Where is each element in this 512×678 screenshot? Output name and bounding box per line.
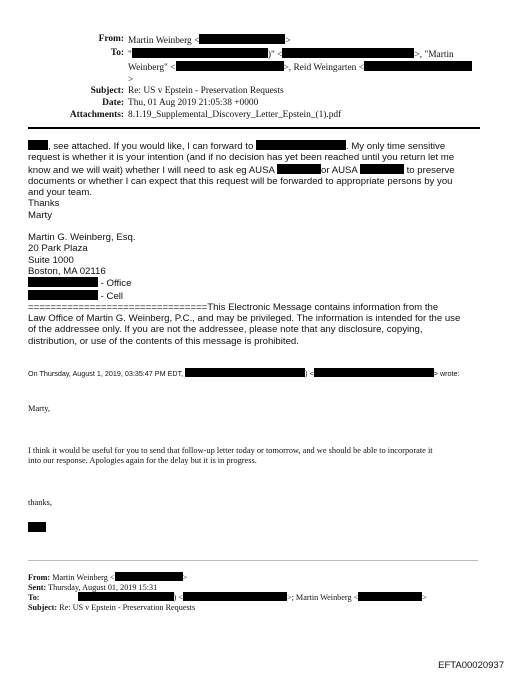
- date-value: Thu, 01 Aug 2019 21:05:38 +0000: [128, 97, 259, 108]
- fwd-sent-label: Sent:: [28, 582, 47, 592]
- header-divider: [28, 127, 480, 129]
- to-label: To:: [110, 47, 124, 58]
- thanks-text: Thanks: [28, 198, 60, 210]
- quoted-intro: On Thursday, August 1, 2019, 03:35:47 PM EDT, ) < > wrote:: [28, 369, 460, 378]
- redaction: [314, 368, 434, 377]
- header-subject-row: [36, 86, 476, 98]
- from-label: From:: [98, 34, 124, 44]
- from-value: Martin Weinberg <: [128, 36, 200, 46]
- signature-name: Martin G. Weinberg, Esq.: [28, 232, 136, 244]
- header-attachments-row: [36, 110, 476, 122]
- redaction: [282, 48, 414, 58]
- fwd-to-label: To:: [28, 593, 40, 603]
- attachment-link[interactable]: 8.1.19_Supplemental_Discovery_Letter_Epstein_(1).pdf: [128, 109, 342, 120]
- header-from-row: From: Martin Weinberg < >: [36, 34, 476, 48]
- fwd-from-label: From:: [28, 573, 51, 582]
- date-label: Date:: [102, 97, 124, 108]
- redaction: [185, 368, 305, 377]
- signature-block: Martin G. Weinberg, Esq. 20 Park Plaza Suite 1000 Boston, MA 02116 - Office - Cell: [28, 232, 488, 302]
- header-to-row: To: " )" < >, "Martin Weinberg" < >, Reid Weingarten <>: [36, 48, 476, 87]
- bates-number: EFTA00020937: [438, 660, 504, 671]
- email-body: , see attached. If you would like, I can forward to . My only time sensitive request is whether it is your intention (and if no decision has yet been reached until you return let me know and we will wait) whether I will need to ask eg AUSA or AUSA to preserve documents or whether I can expect that this request will be forwarded to appropriate persons by you and your team. Thanks Marty Martin G. Weinberg, Esq. 20 Park Plaza Suite 1000 Boston, MA 02116 - Office - Cell ================================This Electronic Message contains information from the Law Office of Martin G. Weinberg, P.C., and may be privileged. The information is intended for the use of the addressee only. If you are not the addressee, please note that any disclosure, copying, distribution, or use of the contents of this message is prohibited.: [28, 140, 488, 347]
- quoted-paragraph: I think it would be useful for you to send that follow-up letter today or tomorrow, and we should be able to incorporate it into our response. Apologies again for the delay but it is in progress.: [28, 446, 433, 466]
- redaction: [176, 61, 284, 71]
- disclaimer: ================================This Electronic Message contains information from the Law Office of Martin G. Weinberg, P.C., and may be privileged. The information is intended for the use of the addressee only. If you are not the addressee, please note that any disclosure, copying, distribution, or use of the contents of this message is prohibited.: [28, 301, 461, 347]
- subject-value: Re: US v Epstein - Preservation Requests: [128, 86, 284, 97]
- quoted-thanks: thanks,: [28, 498, 52, 507]
- forwarded-header: From: Martin Weinberg < > Sent: Thursday, August 01, 2019 15:31 To: ) < >; Martin Weinberg < > Subject: Re: US v Epstein - Preservation Requests: [28, 573, 427, 612]
- attachments-label: Attachments:: [69, 109, 124, 120]
- redaction: [28, 522, 46, 532]
- redaction: [28, 277, 98, 287]
- redaction: [78, 592, 174, 601]
- redaction: [115, 572, 183, 581]
- fwd-subject-value: Re: US v Epstein - Preservation Requests: [59, 602, 196, 612]
- signoff-text: Marty: [28, 209, 52, 221]
- header-date-row: [36, 98, 476, 110]
- redaction: [364, 61, 472, 71]
- fwd-sent-value: Thursday, August 01, 2019 15:31: [48, 582, 158, 592]
- footer-divider: [28, 560, 478, 561]
- redaction: [132, 48, 268, 58]
- redaction: [358, 592, 422, 601]
- redaction: [360, 164, 404, 174]
- fwd-subject-label: Subject:: [28, 602, 58, 612]
- redaction: [277, 164, 321, 174]
- redaction: [256, 140, 346, 150]
- subject-label: Subject:: [90, 86, 124, 97]
- quoted-greeting: Marty,: [28, 404, 51, 413]
- redaction: [28, 290, 98, 300]
- redaction: [183, 592, 287, 601]
- email-header: [36, 34, 476, 121]
- redaction: [199, 34, 285, 44]
- redaction: [28, 140, 48, 150]
